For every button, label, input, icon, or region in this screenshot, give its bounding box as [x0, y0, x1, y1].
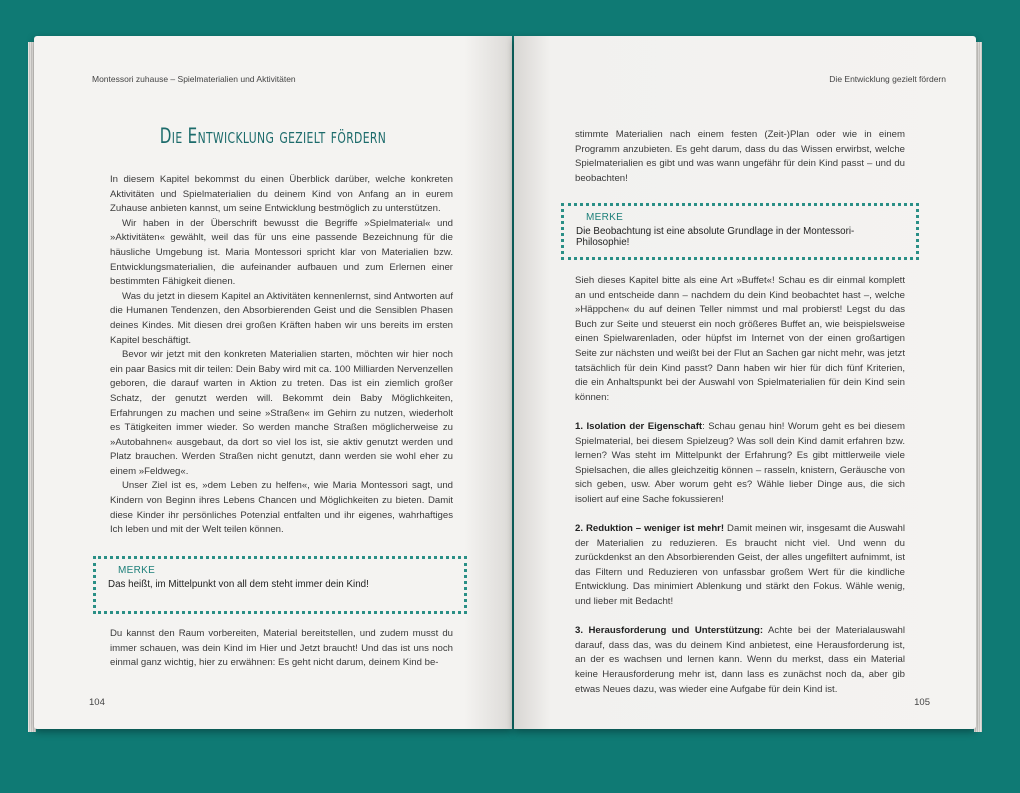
criterion-body: : Schau genau hin! Worum geht es bei diesem Spielmaterial, bei diesem Spielzeug? Was soll dein Kind damit erfahren bzw. lernen? Was steht im Mittelpunkt der Erfahrung? Es gibt mittlerweile viele Spielsachen, die alles gleichzeitig können – rasseln, knistern, Geräusche von sich geben, usw. Aber worum geht es? Wähle lieber Dinge aus, die sich isoliert auf eine Sache fokussieren!	[575, 420, 905, 505]
paragraph: Was du jetzt in diesem Kapitel an Aktivitäten kennenlernst, sind Antworten auf die Humanen Tendenzen, den Absorbierenden Geist und die Sensiblen Phasen deines Kindes. Mit diesen drei großen Kräften haben wir uns bereits im ersten Kapitel beschäftigt.	[110, 290, 453, 346]
criterion-heading: 1. Isolation der Eigenschaft	[575, 420, 703, 432]
merke-box-right	[561, 203, 919, 260]
criterion-body: Damit meinen wir, insgesamt die Auswahl der Materialien zu reduzieren. Es braucht nicht viel. Und wenn du zurückdenkst an den Absorbierenden Geist, der alles ungefiltert aufnimmt, ist das Filtern und Reduzieren von unfassbar großem Wert für die kindliche Entwicklung. Das minimiert Ablenkung und stärkt den Fokus. Wähle wenig, und lieber mit Bedacht!	[575, 523, 905, 608]
left-body-text	[110, 173, 453, 538]
running-header-right: Die Entwicklung gezielt fördern	[829, 74, 946, 84]
criterion-3	[575, 624, 905, 697]
open-book	[34, 36, 984, 736]
merke-text: Das heißt, im Mittelpunkt von all dem steht immer dein Kind!	[108, 579, 369, 590]
merke-label: MERKE	[586, 212, 624, 223]
paragraph: Sieh dieses Kapitel bitte als eine Art »Buffet«! Schau es dir einmal komplett an und entscheide dann – nachdem du dein Kind beobachtet hast –, welche »Häppchen« du auf deinen Teller nimmst und mal probierst! Legst du das Buch zur Seite und steuerst ein noch größeres Buffet an, wie beispielsweise einen Spielwarenladen, oder hüpfst im Internet von der einen großartigen Seite zur nächsten und weißt bei der Flut an Sachen gar nicht mehr, was jetzt tatsächlich für dein Kind passt? Dann haben wir hier für dich fünf Kriterien, die ein Anhaltspunkt bei der Auswahl von Spielmaterialien für dein Kind sein können:	[575, 275, 905, 403]
paragraph: Bevor wir jetzt mit den konkreten Materialien starten, möchten wir hier noch ein paar Basics mit dir teilen: Dein Baby wird mit ca. 100 Milliarden Nervenzellen geboren, die darauf warten in Aktion zu treten. Das ist ein ziemlich großer Schatz, der genutzt werden will. Bekommt dein Baby Möglichkeiten, Erfahrungen zu machen und seine »Straßen« im Gehirn zu nutzen, wiederholt es Tätigkeiten immer wieder. So werden manche Straßen möglicherweise zu »Autobahnen« ausgebaut, da dort so viel los ist, sie aktiv genutzt werden und Platz brauchen. Werden Straßen nicht genutzt, dann werden sie wohl eher zu einem »Feldweg«.	[110, 349, 453, 477]
page-number-left: 104	[89, 697, 105, 708]
merke-box-left	[93, 556, 467, 614]
page-number-right: 105	[914, 697, 930, 708]
running-header-left: Montessori zuhause – Spielmaterialien und Aktivitäten	[92, 74, 296, 84]
paragraph: In diesem Kapitel bekommst du einen Überblick darüber, welche konkreten Aktivitäten und Spielmaterialien du deinem Kind von Anfang an in eurem Zuhause anbieten kannst, um seine Entwicklung bestmöglich zu unterstützen.	[110, 174, 453, 215]
criterion-1	[575, 420, 905, 508]
right-body-text	[575, 274, 905, 697]
paragraph: stimmte Materialien nach einem festen (Zeit-)Plan oder wie in einem Programm anzubieten. Es geht darum, dass du das Wissen erwirbst, welche Spielmaterialien es gibt und was wann ungefähr für dein Kind passt – und du beobachten!	[575, 129, 905, 184]
right-intro-text	[575, 128, 905, 186]
paragraph: Unser Ziel ist es, »dem Leben zu helfen«, wie Maria Montessori sagt, und Kindern von Beginn ihres Lebens Chancen und Möglichkeiten zu bieten. Damit diese Kinder ihr persönliches Potenzial entfalten und ihr eigenes, wahrhaftiges Ich leben und mit der Welt teilen können.	[110, 480, 453, 536]
paragraph: Du kannst den Raum vorbereiten, Material bereitstellen, und zudem musst du immer schauen, was dein Kind im Hier und Jetzt braucht! Und das ist uns noch einmal ganz wichtig, hier zu erwähnen: Es geht nicht darum, deinem Kind be-	[110, 628, 453, 669]
paragraph: Wir haben in der Überschrift bewusst die Begriffe »Spielmaterial« und »Aktivitäten« gewählt, weil das für uns eine passende Bezeichnung für die häusliche Umgebung ist. Maria Montessori spricht klar von Materialien bzw. Entwicklungsmaterialien, die aufeinander aufbauen und zum Erlernen einer bestimmten Fähigkeit dienen.	[110, 217, 453, 288]
left-page	[34, 36, 512, 729]
criterion-2	[575, 522, 905, 610]
chapter-title: Die Entwicklung gezielt fördern	[159, 124, 387, 148]
merke-label: MERKE	[118, 565, 156, 576]
criterion-heading: 3. Herausforderung und Unterstützung:	[575, 625, 764, 637]
left-closing-text	[110, 627, 453, 671]
criterion-heading: 2. Reduktion – weniger ist mehr!	[575, 523, 725, 535]
criterion-body: Achte bei der Materialauswahl darauf, dass das, was du deinem Kind anbietest, eine Herausforderung ist, an der es wachsen und lernen kann. Wenn du merkst, dass ein Material keine Herausforderung mehr ist, dann lass es zunächst noch da, aber gib etwas Neues dazu, was wieder eine Aufgabe für dein Kind ist.	[575, 625, 905, 695]
right-page	[514, 36, 976, 729]
merke-text: Die Beobachtung ist eine absolute Grundlage in der Montessori-Philosophie!	[576, 226, 855, 248]
